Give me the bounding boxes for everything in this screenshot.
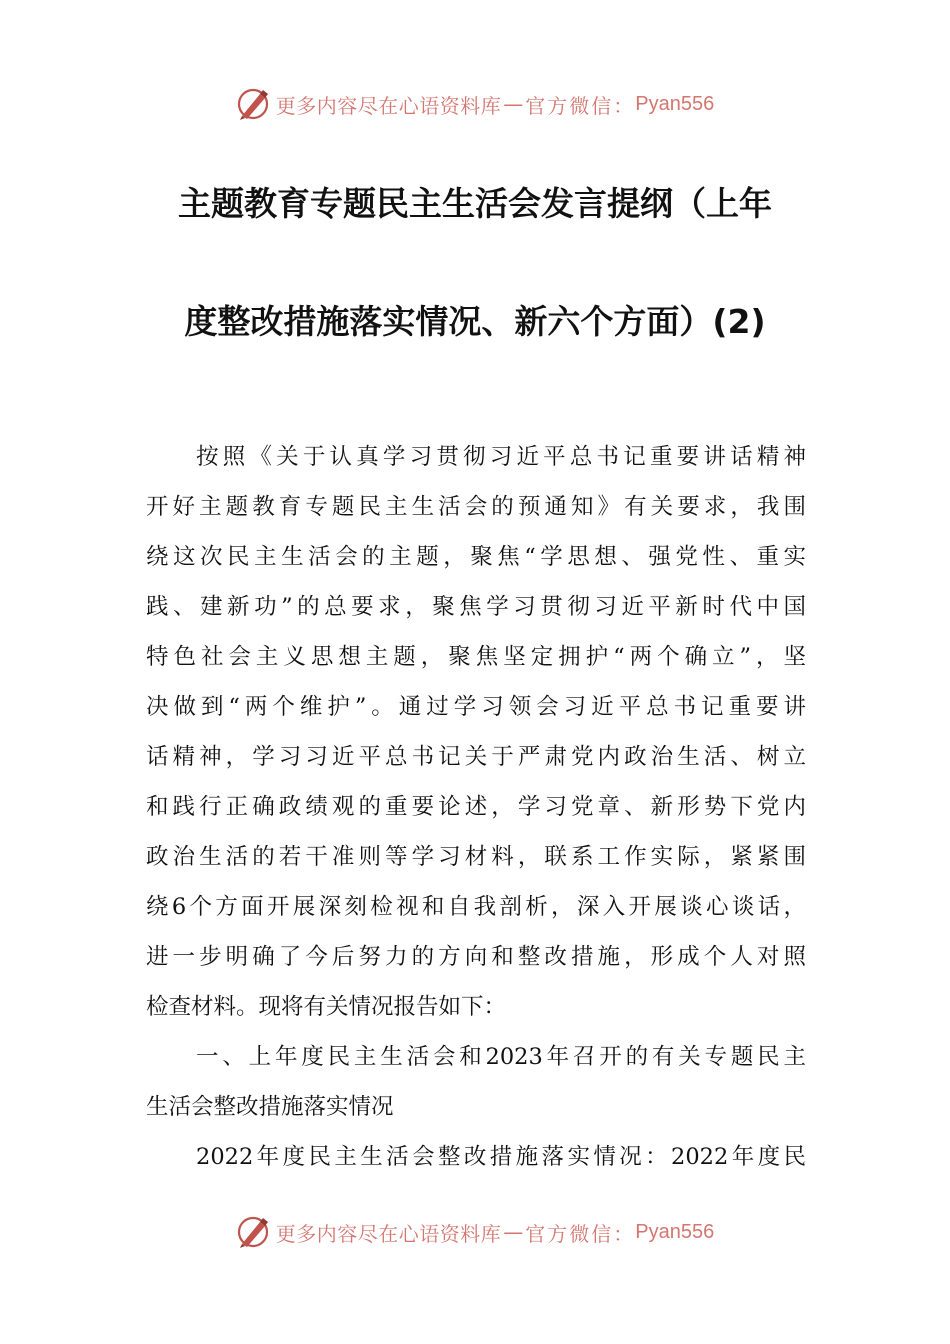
body-line-8: 和践行正确政绩观的重要论述，学习党章、新形势下党内: [146, 794, 806, 820]
body-line-3: 绕这次民主生活会的主题，聚焦“学思想、强党性、重实: [146, 544, 806, 570]
document-body: [146, 432, 806, 1182]
watermark-text: 更多内容尽在心语资料库: [275, 1221, 502, 1246]
body-line-10: 绕6个方面开展深刻检视和自我剖析，深入开展谈心谈话，: [146, 894, 806, 920]
section-heading-line-1: 一、上年度民主生活会和2023年召开的有关专题民主: [196, 1044, 806, 1070]
body-line-1: 按照《关于认真学习贯彻习近平总书记重要讲话精神: [196, 444, 806, 470]
watermark-account: Pyan556: [635, 1220, 715, 1243]
body-line-15: 2022年度民主生活会整改措施落实情况：2022年度民: [196, 1144, 806, 1170]
watermark-account: Pyan556: [635, 92, 715, 115]
document-title-line-1: 主题教育专题民主生活会发言提纲（上年: [178, 184, 772, 223]
body-line-2: 开好主题教育专题民主生活会的预通知》有关要求，我围: [146, 494, 806, 520]
watermark-dash: —: [503, 92, 524, 116]
watermark-banner-top: [0, 84, 950, 124]
body-line-6: 决做到“两个维护”。通过学习领会习近平总书记重要讲: [146, 694, 806, 720]
pen-logo-icon: [236, 86, 272, 122]
body-line-11: 进一步明确了今后努力的方向和整改措施，形成个人对照: [146, 944, 806, 970]
body-line-5: 特色社会主义思想主题，聚焦坚定拥护“两个确立”，坚: [146, 644, 806, 670]
body-line-12: 检查材料。现将有关情况报告如下：: [146, 994, 507, 1020]
pen-logo-icon: [236, 1214, 272, 1250]
watermark-text: 更多内容尽在心语资料库: [275, 93, 502, 118]
body-line-9: 政治生活的若干准则等学习材料，联系工作实际，紧紧围: [146, 844, 806, 870]
watermark-banner-bottom: [0, 1212, 950, 1252]
section-heading-line-2: 生活会整改措施落实情况: [146, 1094, 394, 1120]
body-line-4: 践、建新功”的总要求，聚焦学习贯彻习近平新时代中国: [146, 594, 806, 620]
body-line-7: 话精神，学习习近平总书记关于严肃党内政治生活、树立: [146, 744, 806, 770]
watermark-wechat-label: 官方微信：: [525, 1221, 636, 1246]
document-title-line-2: 度整改措施落实情况、新六个方面）(2): [184, 302, 766, 341]
watermark-dash: —: [503, 1220, 524, 1244]
watermark-wechat-label: 官方微信：: [525, 93, 636, 118]
